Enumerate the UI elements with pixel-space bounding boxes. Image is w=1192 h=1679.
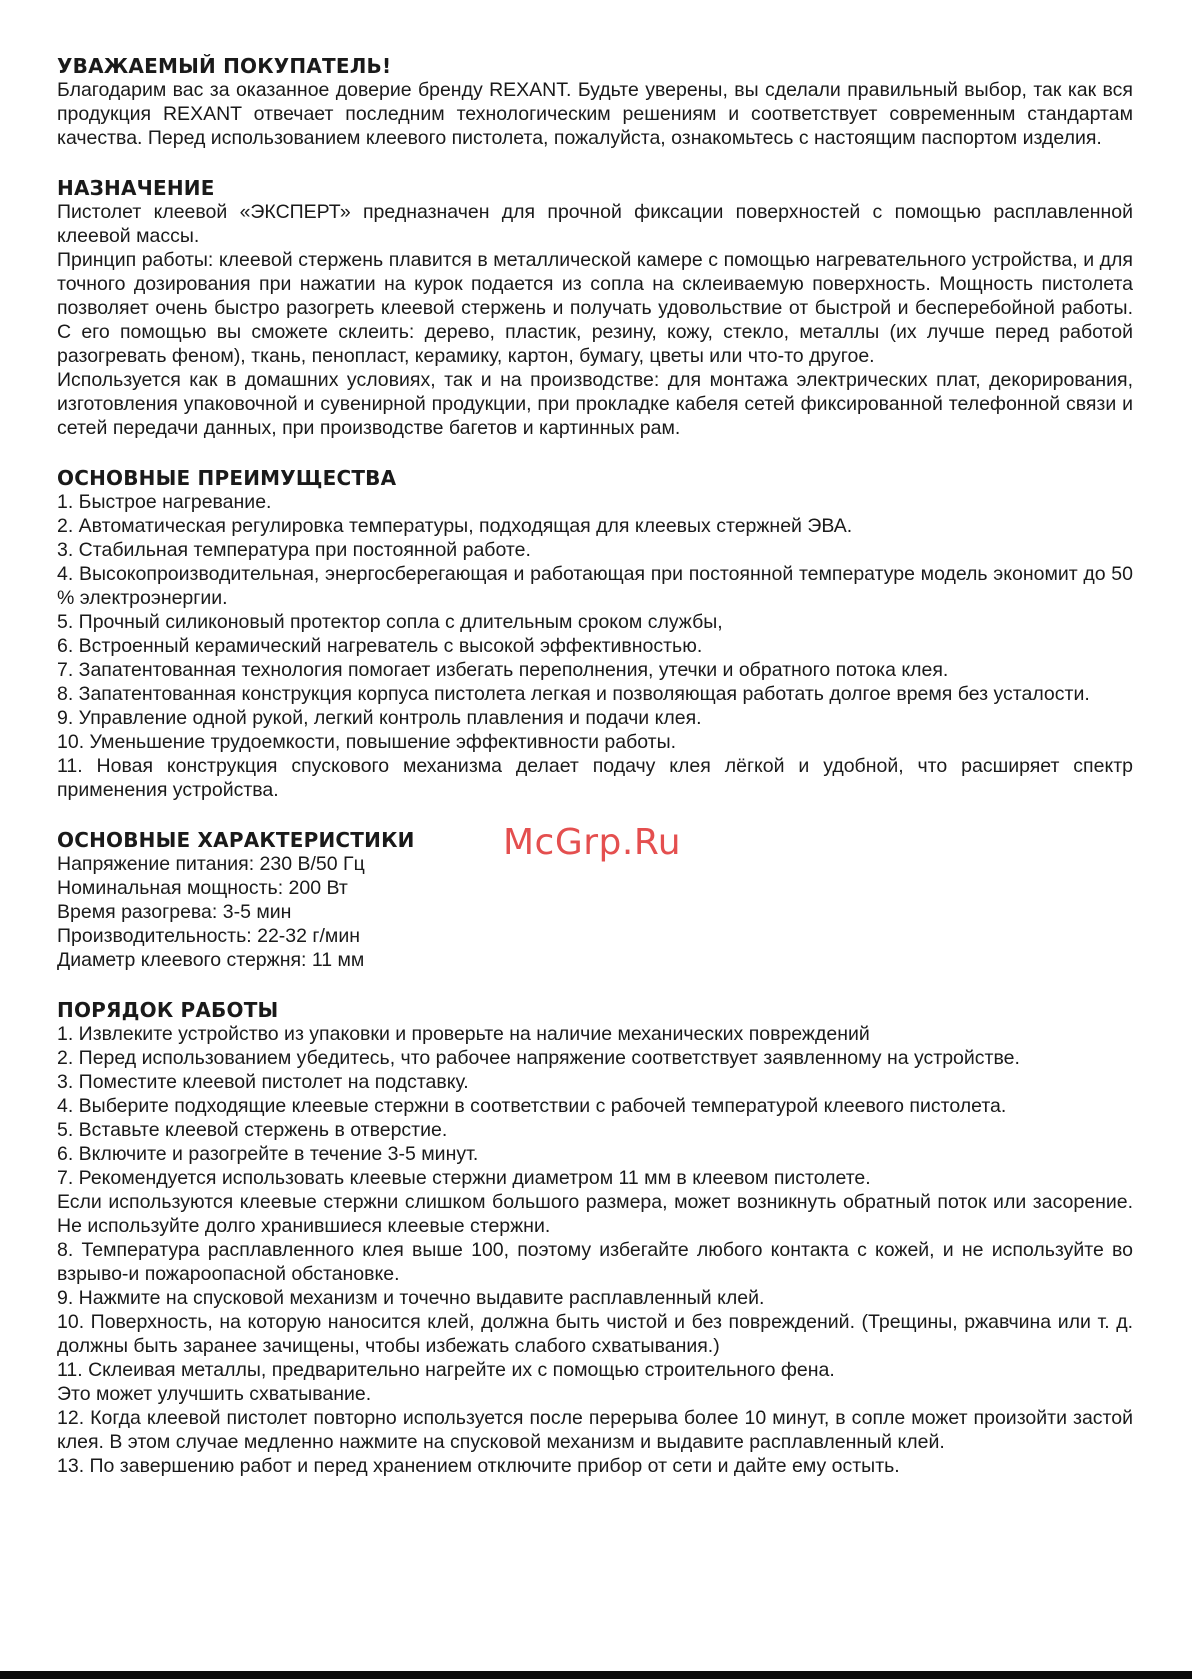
list-item: 7. Запатентованная технология помогает избегать переполнения, утечки и обратного потока клея. bbox=[57, 659, 949, 681]
manual-page bbox=[57, 54, 1133, 1504]
purpose-section bbox=[57, 176, 1133, 440]
list-item: 8. Температура расплавленного клея выше 100, поэтому избегайте любого контакта с кожей, и не используйте во взрыво-и пожароопасной обстановке. bbox=[57, 1239, 1133, 1285]
advantages-title: ОСНОВНЫЕ ПРЕИМУЩЕСТВА bbox=[57, 466, 397, 490]
list-item: 3. Стабильная температура при постоянной работе. bbox=[57, 539, 531, 561]
purpose-paragraph: Принцип работы: клеевой стержень плавится в металлической камере с помощью нагревательного устройства, и для точного дозирования при нажатии на курок подается из сопла на склеиваемую поверхность. Мощность пистолета позволяет очень быстро разогреть клеевой стержень и получать удовольствие от быстрой и бесперебойной работы. С его помощью вы сможете склеить: дерево, пластик, резину, кожу, стекло, металлы (их лучше перед работой разогревать феном), ткань, пенопласт, керамику, картон, бумагу, цветы или что-то другое. bbox=[57, 249, 1133, 367]
list-item: 13. По завершению работ и перед хранением отключите прибор от сети и дайте ему остыть. bbox=[57, 1455, 900, 1477]
advantages-list bbox=[57, 490, 1133, 802]
list-item: 6. Встроенный керамический нагреватель с высокой эффективностью. bbox=[57, 635, 703, 657]
watermark: McGrp.Ru bbox=[503, 822, 682, 863]
spec-item: Время разогрева: 3-5 мин bbox=[57, 901, 292, 923]
bottom-divider bbox=[0, 1671, 1192, 1679]
list-item: 2. Перед использованием убедитесь, что рабочее напряжение соответствует заявленному на устройстве. bbox=[57, 1047, 1020, 1069]
spec-item: Напряжение питания: 230 В/50 Гц bbox=[57, 853, 365, 875]
specs-title: ОСНОВНЫЕ ХАРАКТЕРИСТИКИ bbox=[57, 828, 415, 852]
list-item: 11. Склеивая металлы, предварительно нагрейте их с помощью строительного фена. bbox=[57, 1359, 835, 1381]
list-item: 3. Поместите клеевой пистолет на подставку. bbox=[57, 1071, 469, 1093]
greeting-text: Благодарим вас за оказанное доверие бренду REXANT. Будьте уверены, вы сделали правильный выбор, так как вся продукция REXANT отвечает последним технологическим решениям и соответствует современным стандартам качества. Перед использованием клеевого пистолета, пожалуйста, ознакомьтесь с настоящим паспортом изделия. bbox=[57, 79, 1133, 149]
list-item: Если используются клеевые стержни слишком большого размера, может возникнуть обратный поток или засорение. Не используйте долго хранившиеся клеевые стержни. bbox=[57, 1191, 1133, 1237]
list-item: 1. Извлеките устройство из упаковки и проверьте на наличие механических повреждений bbox=[57, 1023, 870, 1045]
list-item: 9. Нажмите на спусковой механизм и точечно выдавите расплавленный клей. bbox=[57, 1287, 765, 1309]
list-item: 5. Прочный силиконовый протектор сопла с длительным сроком службы, bbox=[57, 611, 723, 633]
greeting-section bbox=[57, 54, 1133, 150]
list-item: 7. Рекомендуется использовать клеевые стержни диаметром 11 мм в клеевом пистолете. bbox=[57, 1167, 871, 1189]
spec-item: Номинальная мощность: 200 Вт bbox=[57, 877, 348, 899]
advantages-section bbox=[57, 466, 1133, 802]
procedure-section bbox=[57, 998, 1133, 1478]
purpose-title: НАЗНАЧЕНИЕ bbox=[57, 176, 215, 200]
list-item: 4. Высокопроизводительная, энергосберегающая и работающая при постоянной температуре модель экономит до 50 % электроэнергии. bbox=[57, 563, 1133, 609]
purpose-paragraph: Используется как в домашних условиях, так и на производстве: для монтажа электрических плат, декорирования, изготовления упаковочной и сувенирной продукции, при прокладке кабеля сетей фиксированной телефонной связи и сетей передачи данных, при производстве багетов и картинных рам. bbox=[57, 369, 1133, 439]
list-item: Это может улучшить схватывание. bbox=[57, 1383, 372, 1405]
list-item: 11. Новая конструкция спускового механизма делает подачу клея лёгкой и удобной, что расширяет спектр применения устройства. bbox=[57, 755, 1133, 801]
procedure-title: ПОРЯДОК РАБОТЫ bbox=[57, 998, 279, 1022]
greeting-title: УВАЖАЕМЫЙ ПОКУПАТЕЛЬ! bbox=[57, 54, 392, 78]
list-item: 8. Запатентованная конструкция корпуса пистолета легкая и позволяющая работать долгое время без усталости. bbox=[57, 683, 1090, 705]
list-item: 9. Управление одной рукой, легкий контроль плавления и подачи клея. bbox=[57, 707, 702, 729]
list-item: 2. Автоматическая регулировка температуры, подходящая для клеевых стержней ЭВА. bbox=[57, 515, 853, 537]
list-item: 1. Быстрое нагревание. bbox=[57, 491, 272, 513]
spec-item: Производительность: 22-32 г/мин bbox=[57, 925, 360, 947]
list-item: 12. Когда клеевой пистолет повторно используется после перерыва более 10 минут, в сопле может произойти застой клея. В этом случае медленно нажмите на спусковой механизм и выдавите расплавленный клей. bbox=[57, 1407, 1133, 1453]
list-item: 10. Поверхность, на которую наносится клей, должна быть чистой и без повреждений. (Трещины, ржавчина или т. д. должны быть заранее зачищены, чтобы избежать слабого схватывания.) bbox=[57, 1311, 1133, 1357]
list-item: 4. Выберите подходящие клеевые стержни в соответствии с рабочей температурой клеевого пистолета. bbox=[57, 1095, 1007, 1117]
list-item: 10. Уменьшение трудоемкости, повышение эффективности работы. bbox=[57, 731, 677, 753]
procedure-list bbox=[57, 1022, 1133, 1478]
list-item: 6. Включите и разогрейте в течение 3-5 минут. bbox=[57, 1143, 479, 1165]
list-item: 5. Вставьте клеевой стержень в отверстие. bbox=[57, 1119, 448, 1141]
spec-item: Диаметр клеевого стержня: 11 мм bbox=[57, 949, 365, 971]
specs-list bbox=[57, 852, 1133, 972]
purpose-paragraph: Пистолет клеевой «ЭКСПЕРТ» предназначен для прочной фиксации поверхностей с помощью расплавленной клеевой массы. bbox=[57, 201, 1133, 247]
